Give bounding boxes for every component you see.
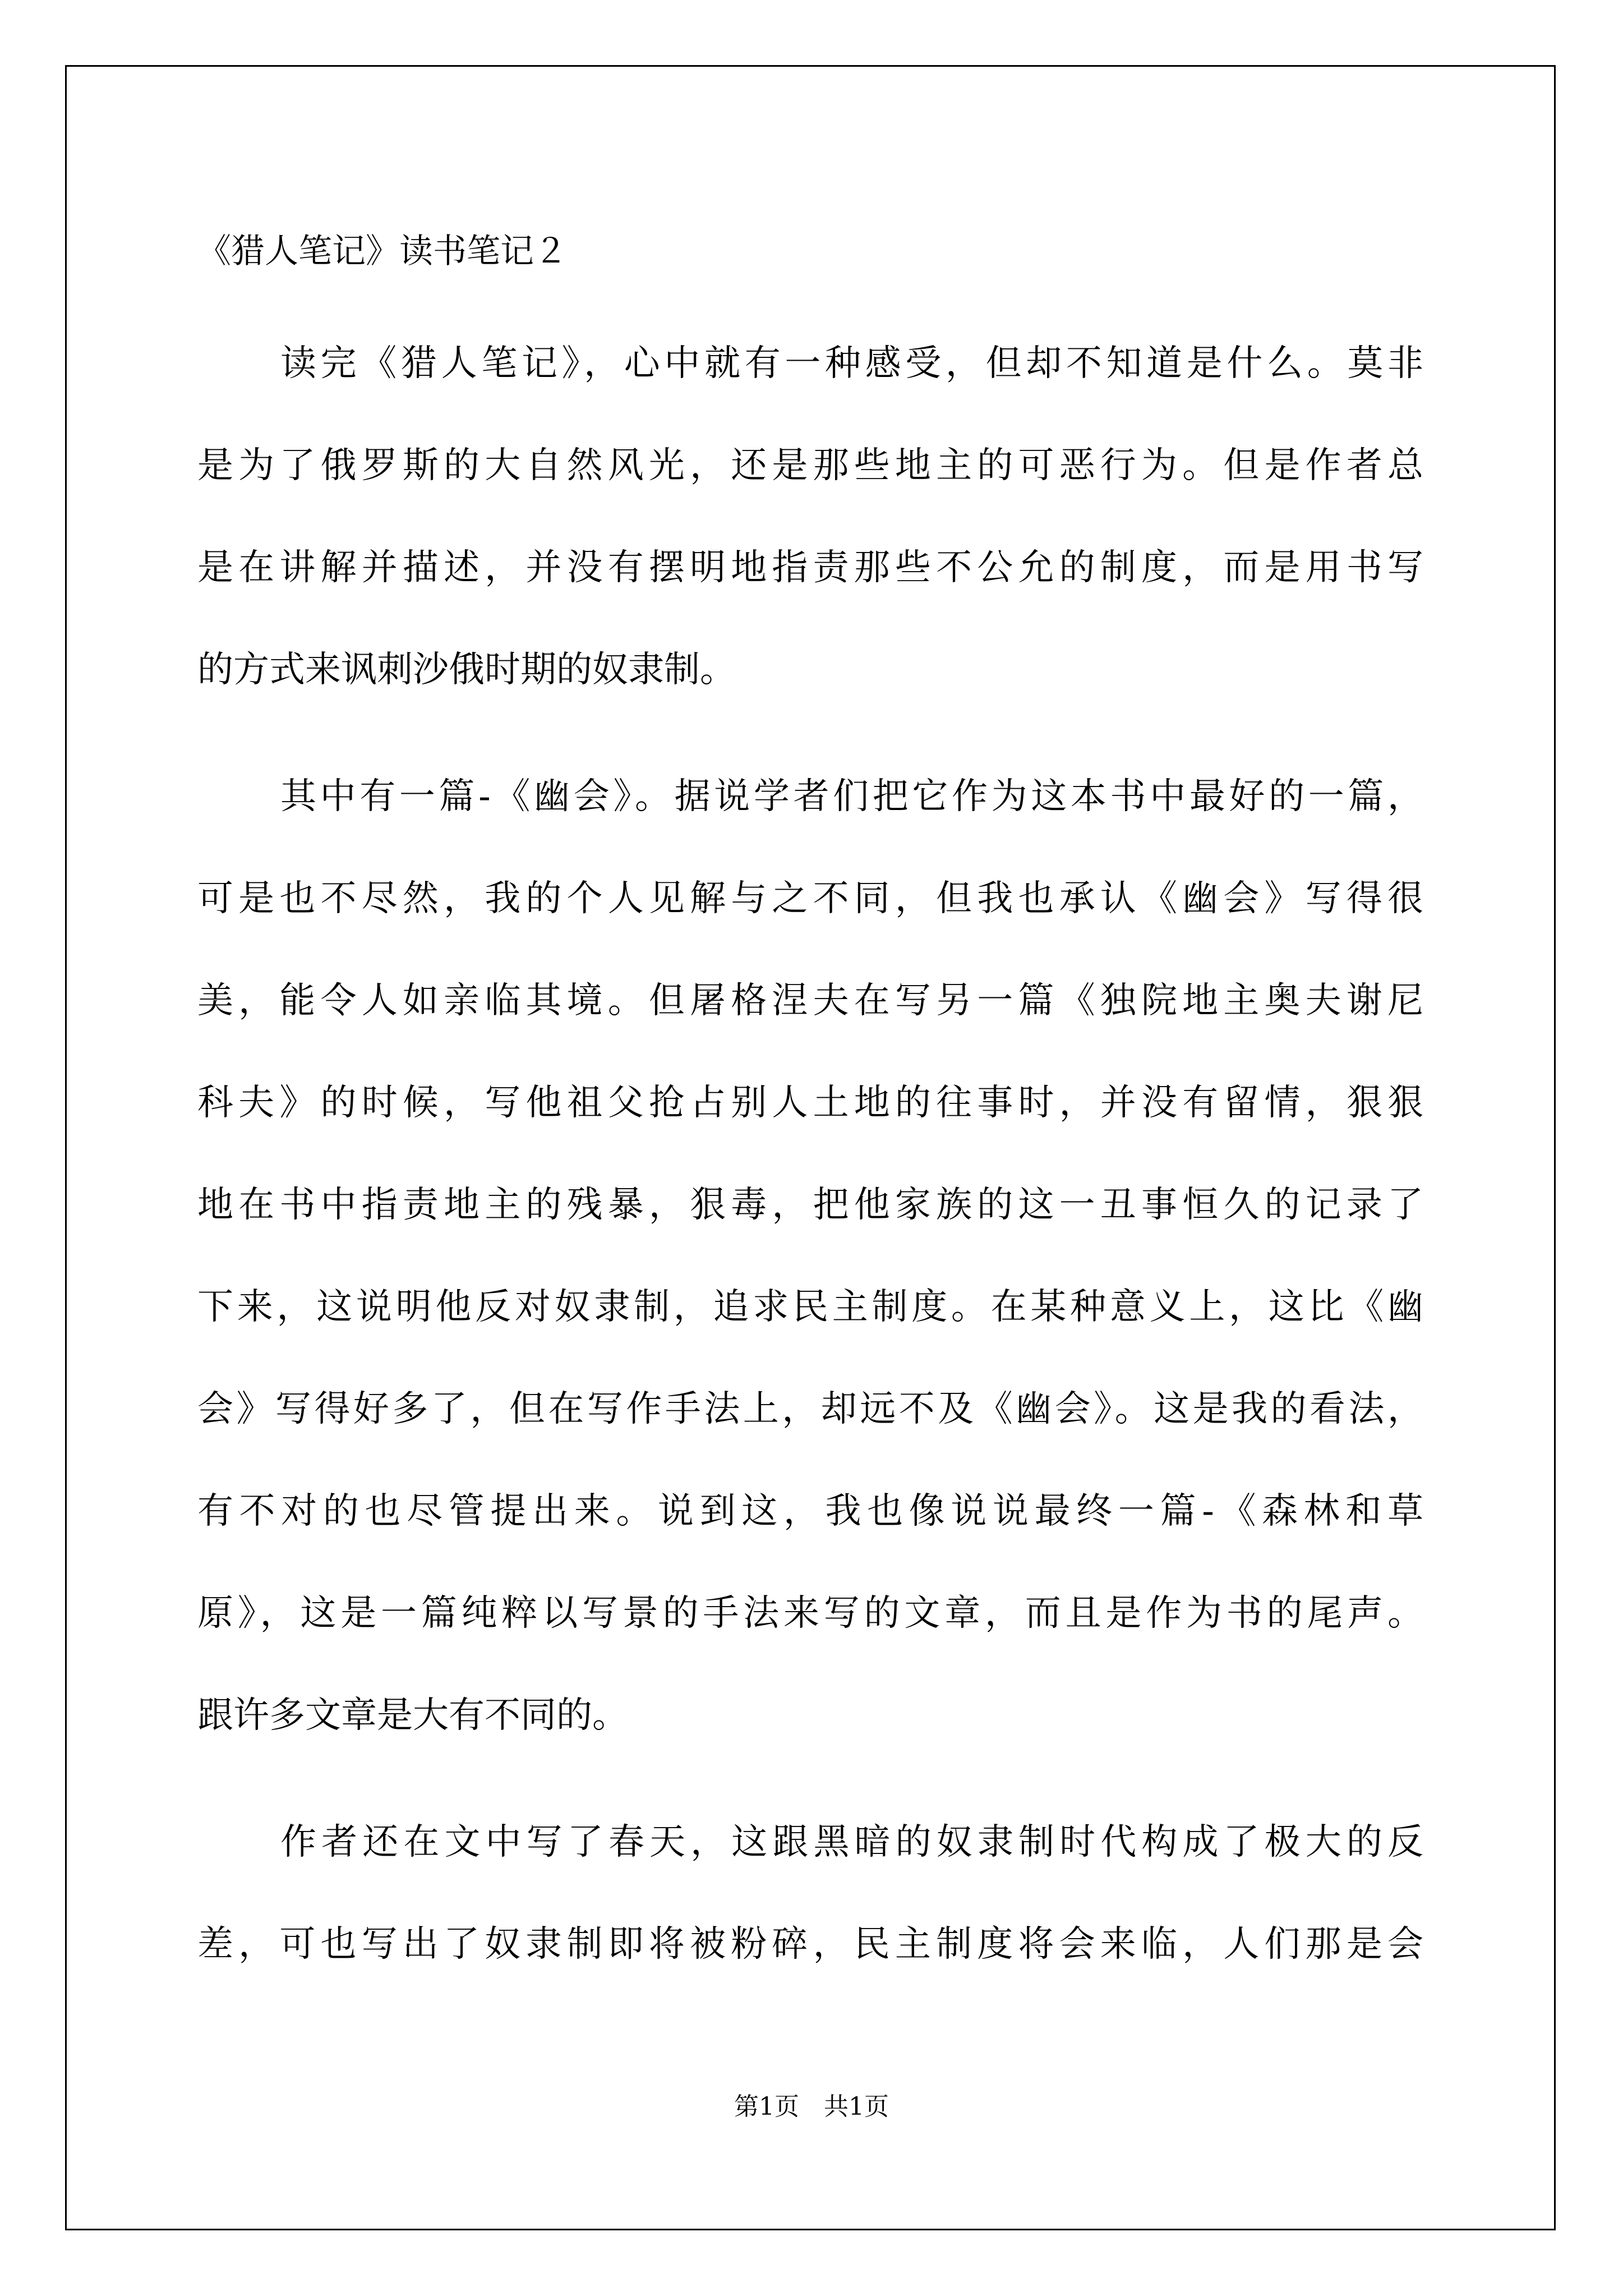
paragraph-line: 会》写得好多了，但在写作手法上，却远不及《幽会》。这是我的看法， — [197, 1388, 1423, 1430]
paragraph-line: 的方式来讽刺沙俄时期的奴隶制。 — [197, 649, 736, 691]
page-number-footer: 第1页 共1页 — [734, 2092, 889, 2121]
paragraph-line: 是在讲解并描述，并没有摆明地指责那些不公允的制度，而是用书写 — [197, 547, 1423, 588]
paragraph-line: 美，能令人如亲临其境。但屠格涅夫在写另一篇《独院地主奥夫谢尼 — [197, 980, 1423, 1022]
paragraph-line: 跟许多文章是大有不同的。 — [197, 1695, 628, 1736]
paragraph-line: 科夫》的时候，写他祖父抢占别人土地的往事时，并没有留情，狠狠 — [197, 1082, 1423, 1124]
document-title: 《猎人笔记》读书笔记２ — [197, 232, 568, 271]
paragraph-line: 原》，这是一篇纯粹以写景的手法来写的文章，而且是作为书的尾声。 — [197, 1593, 1423, 1634]
paragraph-line: 地在书中指责地主的残暴，狠毒，把他家族的这一丑事恒久的记录了 — [197, 1184, 1423, 1226]
paragraph-line: 读完《猎人笔记》，心中就有一种感受，但却不知道是什么。莫非 — [280, 343, 1423, 384]
paragraph-line: 其中有一篇-《幽会》。据说学者们把它作为这本书中最好的一篇， — [280, 776, 1423, 817]
paragraph-line: 下来，这说明他反对奴隶制，追求民主制度。在某种意义上，这比《幽 — [197, 1286, 1423, 1328]
paragraph-line: 可是也不尽然，我的个人见解与之不同，但我也承认《幽会》写得很 — [197, 878, 1423, 919]
paragraph-line: 有不对的也尽管提出来。说到这，我也像说说最终一篇-《森林和草 — [197, 1490, 1423, 1532]
paragraph-line: 是为了俄罗斯的大自然风光，还是那些地主的可恶行为。但是作者总 — [197, 445, 1423, 486]
paragraph-line: 作者还在文中写了春天，这跟黑暗的奴隶制时代构成了极大的反 — [280, 1821, 1423, 1863]
paragraph-line: 差，可也写出了奴隶制即将被粉碎，民主制度将会来临，人们那是会 — [197, 1924, 1423, 1965]
